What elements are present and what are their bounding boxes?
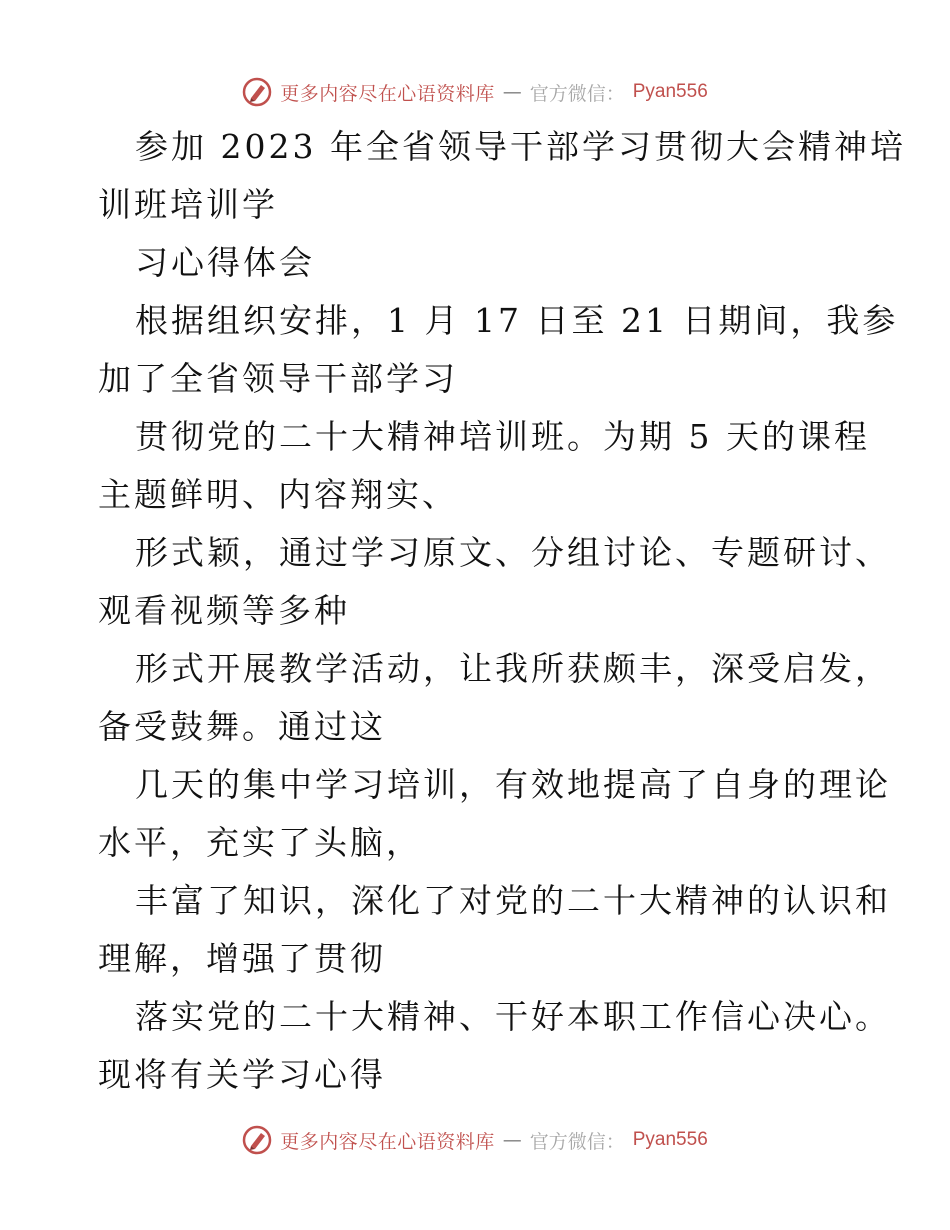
paragraph-line: 几天的集中学习培训，有效地提高了自身的理论	[135, 765, 891, 804]
title-line-3: 习心得体会	[135, 243, 315, 282]
watermark-separator: —	[502, 1129, 522, 1151]
title-line-1: 参加 2023 年全省领导干部学习贯彻大会精神培	[135, 127, 906, 166]
paragraph-line: 观看视频等多种	[98, 591, 350, 630]
paragraph-line: 丰富了知识，深化了对党的二十大精神的认识和	[135, 881, 891, 920]
pen-circle-logo-icon	[242, 1125, 272, 1155]
paragraph-line: 现将有关学习心得	[98, 1055, 386, 1094]
watermark-separator: —	[502, 81, 522, 103]
paragraph-line: 水平，充实了头脑，	[98, 823, 422, 862]
paragraph-line: 加了全省领导干部学习	[98, 359, 458, 398]
header-watermark	[0, 72, 950, 112]
title-line-2: 训班培训学	[98, 185, 278, 224]
paragraph-line: 形式颖，通过学习原文、分组讨论、专题研讨、	[135, 533, 891, 572]
footer-watermark	[0, 1120, 950, 1160]
watermark-site-text: 更多内容尽在心语资料库	[280, 1130, 495, 1153]
paragraph-line: 落实党的二十大精神、干好本职工作信心决心。	[135, 997, 891, 1036]
watermark-wechat-id: Pyan556	[632, 81, 708, 102]
watermark-wechat-id: Pyan556	[632, 1129, 708, 1150]
paragraph-line: 主题鲜明、内容翔实、	[98, 475, 458, 514]
watermark-wechat-label: 官方微信：	[529, 1130, 625, 1153]
paragraph-line: 理解，增强了贯彻	[98, 939, 386, 978]
watermark-site-text: 更多内容尽在心语资料库	[280, 82, 495, 105]
watermark-wechat-label: 官方微信：	[529, 82, 625, 105]
paragraph-line: 备受鼓舞。通过这	[98, 707, 386, 746]
pen-circle-logo-icon	[242, 77, 272, 107]
paragraph-line: 根据组织安排，1 月 17 日至 21 日期间，我参	[135, 301, 899, 340]
paragraph-line: 形式开展教学活动，让我所获颇丰，深受启发，	[135, 649, 891, 688]
paragraph-line: 贯彻党的二十大精神培训班。为期 5 天的课程	[135, 417, 870, 456]
